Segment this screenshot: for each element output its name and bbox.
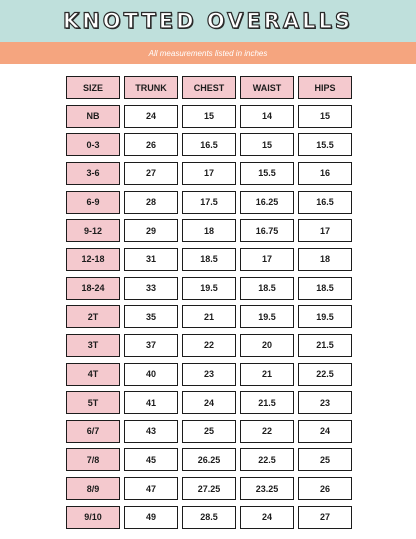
table-cell: 49 xyxy=(124,506,178,529)
table-cell: 17.5 xyxy=(182,191,236,214)
table-cell: 9-12 xyxy=(66,219,120,242)
table-cell: 25 xyxy=(298,448,352,471)
table-row xyxy=(66,105,350,128)
table-cell: 33 xyxy=(124,277,178,300)
table-cell: 19.5 xyxy=(240,305,294,328)
table-cell: 21 xyxy=(182,305,236,328)
subtitle-band xyxy=(0,42,416,64)
table-cell: 27 xyxy=(298,506,352,529)
table-cell: 17 xyxy=(298,219,352,242)
table-row xyxy=(66,334,350,357)
table-cell: 6/7 xyxy=(66,420,120,443)
table-cell: 2T xyxy=(66,305,120,328)
table-cell: 45 xyxy=(124,448,178,471)
table-cell: 24 xyxy=(298,420,352,443)
table-cell: 27.25 xyxy=(182,477,236,500)
table-row xyxy=(66,133,350,156)
table-cell: 20 xyxy=(240,334,294,357)
table-cell: 21.5 xyxy=(240,391,294,414)
table-cell: 15.5 xyxy=(298,133,352,156)
table-cell: 15 xyxy=(182,105,236,128)
table-cell: 16 xyxy=(298,162,352,185)
table-cell: 22 xyxy=(240,420,294,443)
table-row xyxy=(66,477,350,500)
table-cell: 26 xyxy=(124,133,178,156)
table-cell: 19.5 xyxy=(182,277,236,300)
measurements-note: All measurements listed in inches xyxy=(148,48,268,58)
table-cell: 14 xyxy=(240,105,294,128)
table-cell: 27 xyxy=(124,162,178,185)
column-header: SIZE xyxy=(66,76,120,99)
table-cell: 16.5 xyxy=(182,133,236,156)
table-cell: 24 xyxy=(124,105,178,128)
column-header: HIPS xyxy=(298,76,352,99)
header-row xyxy=(66,76,350,99)
table-cell: 37 xyxy=(124,334,178,357)
table-row xyxy=(66,448,350,471)
table-cell: 43 xyxy=(124,420,178,443)
table-cell: 23.25 xyxy=(240,477,294,500)
table-cell: 24 xyxy=(182,391,236,414)
table-cell: 23 xyxy=(182,363,236,386)
table-row xyxy=(66,277,350,300)
table-row xyxy=(66,363,350,386)
table-row xyxy=(66,506,350,529)
table-cell: 26 xyxy=(298,477,352,500)
table-row xyxy=(66,420,350,443)
table-cell: 26.25 xyxy=(182,448,236,471)
table-cell: 19.5 xyxy=(298,305,352,328)
table-cell: 22.5 xyxy=(298,363,352,386)
table-row xyxy=(66,191,350,214)
column-header: WAIST xyxy=(240,76,294,99)
table-cell: 18.5 xyxy=(240,277,294,300)
table-cell: 15.5 xyxy=(240,162,294,185)
table-cell: 15 xyxy=(298,105,352,128)
table-cell: 3T xyxy=(66,334,120,357)
table-cell: 18 xyxy=(182,219,236,242)
table-cell: 4T xyxy=(66,363,120,386)
table-cell: 25 xyxy=(182,420,236,443)
table-cell: 18 xyxy=(298,248,352,271)
table-cell: 18.5 xyxy=(298,277,352,300)
table-cell: 21.5 xyxy=(298,334,352,357)
table-row xyxy=(66,391,350,414)
page-title: KNOTTED OVERALLS xyxy=(62,9,354,33)
table-cell: 47 xyxy=(124,477,178,500)
table-cell: 15 xyxy=(240,133,294,156)
table-cell: 40 xyxy=(124,363,178,386)
title-banner xyxy=(0,0,416,42)
column-header: TRUNK xyxy=(124,76,178,99)
table-cell: 17 xyxy=(240,248,294,271)
table-row xyxy=(66,162,350,185)
table-cell: 21 xyxy=(240,363,294,386)
table-cell: 5T xyxy=(66,391,120,414)
table-cell: 29 xyxy=(124,219,178,242)
table-cell: 16.25 xyxy=(240,191,294,214)
table-cell: 35 xyxy=(124,305,178,328)
column-header: CHEST xyxy=(182,76,236,99)
table-row xyxy=(66,219,350,242)
table-cell: 16.5 xyxy=(298,191,352,214)
table-cell: 22 xyxy=(182,334,236,357)
table-cell: 41 xyxy=(124,391,178,414)
table-cell: 24 xyxy=(240,506,294,529)
table-cell: 18-24 xyxy=(66,277,120,300)
table-row xyxy=(66,248,350,271)
table-cell: 28.5 xyxy=(182,506,236,529)
table-cell: 9/10 xyxy=(66,506,120,529)
table-cell: 0-3 xyxy=(66,133,120,156)
table-cell: 7/8 xyxy=(66,448,120,471)
table-cell: 28 xyxy=(124,191,178,214)
table-cell: 6-9 xyxy=(66,191,120,214)
table-cell: 3-6 xyxy=(66,162,120,185)
table-cell: 22.5 xyxy=(240,448,294,471)
table-cell: 17 xyxy=(182,162,236,185)
table-cell: 12-18 xyxy=(66,248,120,271)
table-cell: 18.5 xyxy=(182,248,236,271)
table-cell: 23 xyxy=(298,391,352,414)
table-cell: 16.75 xyxy=(240,219,294,242)
table-row xyxy=(66,305,350,328)
table-cell: 31 xyxy=(124,248,178,271)
table-cell: NB xyxy=(66,105,120,128)
table-cell: 8/9 xyxy=(66,477,120,500)
